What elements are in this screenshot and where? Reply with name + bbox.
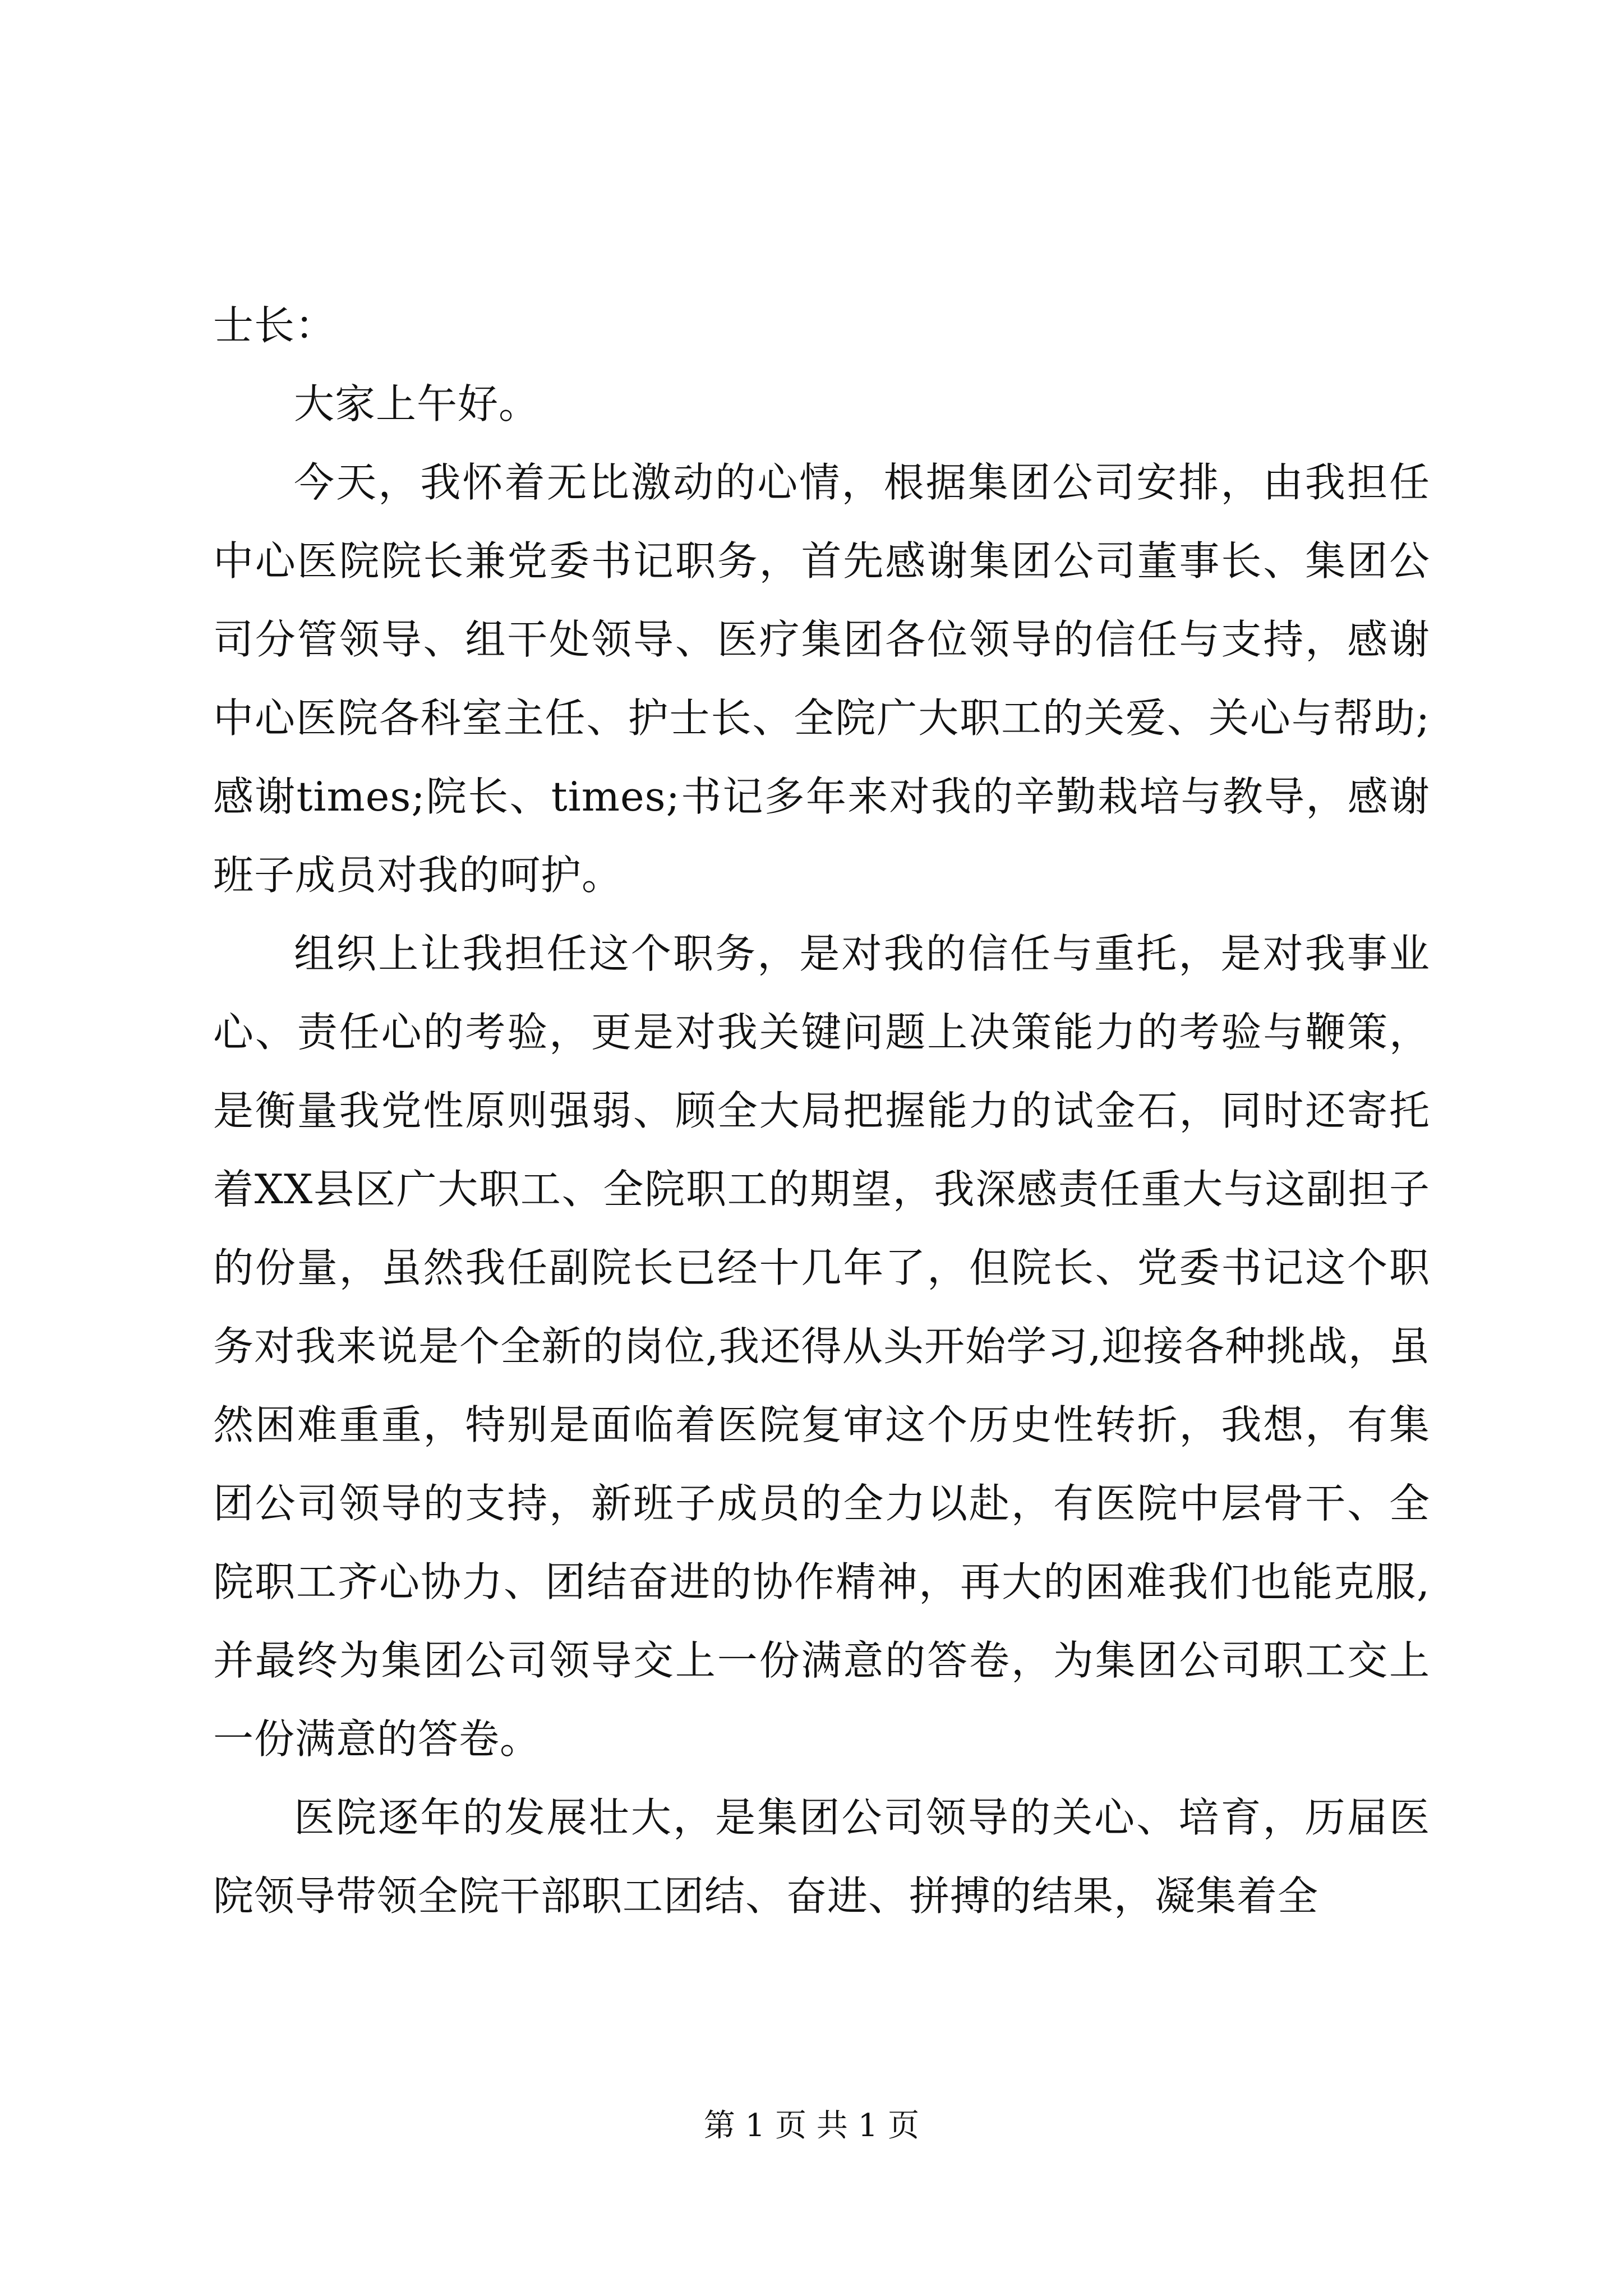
- document-body: [213, 286, 1430, 1935]
- paragraph-thanks: 今天，我怀着无比激动的心情，根据集团公司安排，由我担任中心医院院长兼党委书记职务，首先感谢集团公司董事长、集团公司分管领导、组干处领导、医疗集团各位领导的信任与支持，感谢中心医院各科室主任、护士长、全院广大职工的关爱、关心与帮助;感谢times;院长、times;书记多年来对我的辛勤栽培与教导，感谢班子成员对我的呵护。: [213, 459, 1430, 899]
- paragraph-responsibility: 组织上让我担任这个职务，是对我的信任与重托，是对我事业心、责任心的考验，更是对我关键问题上决策能力的考验与鞭策，是衡量我党性原则强弱、顾全大局把握能力的试金石，同时还寄托着XX县区广大职工、全院职工的期望，我深感责任重大与这副担子的份量，虽然我任副院长已经十几年了，但院长、党委书记这个职务对我来说是个全新的岗位,我还得从头开始学习,迎接各种挑战，虽然困难重重，特别是面临着医院复审这个历史性转折，我想，有集团公司领导的支持，新班子成员的全力以赴，有医院中层骨干、全院职工齐心协力、团结奋进的协作精神，再大的困难我们也能克服,并最终为集团公司领导交上一份满意的答卷，为集团公司职工交上一份满意的答卷。: [213, 930, 1430, 1763]
- paragraph-salutation-tail: 士长：: [213, 302, 336, 349]
- paragraph-greeting: 大家上午好。: [294, 380, 540, 427]
- paragraph-development: 医院逐年的发展壮大，是集团公司领导的关心、培育，历届医院领导带领全院干部职工团结、奋进、拼搏的结果，凝集着全: [213, 1794, 1430, 1920]
- page-number-footer: 第 1 页 共 1 页: [703, 2108, 920, 2144]
